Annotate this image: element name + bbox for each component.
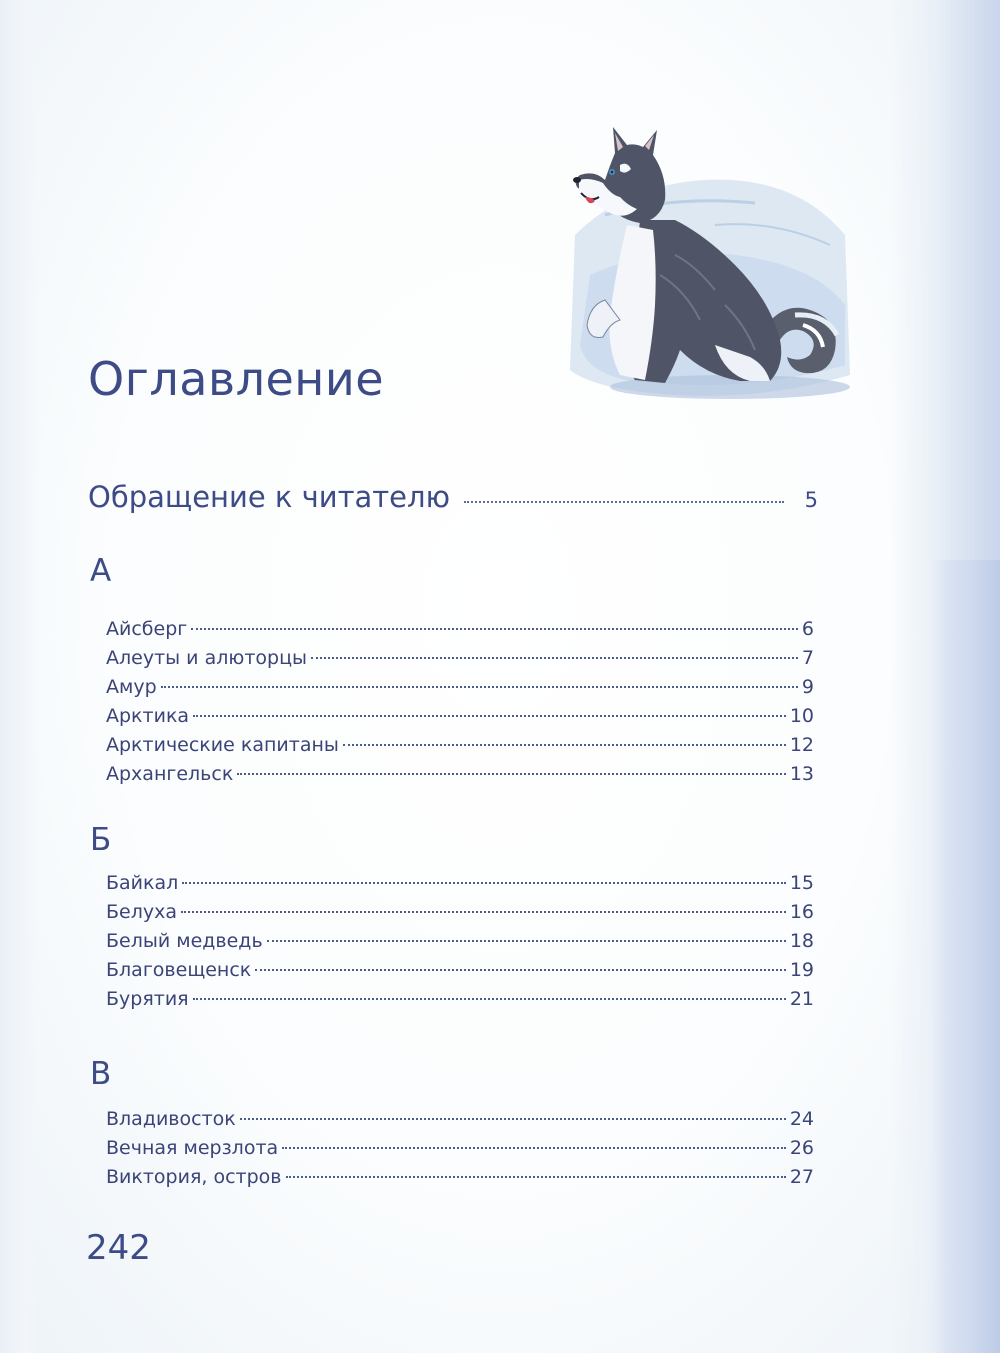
page-number: 242 [86,1228,151,1268]
toc-entry-page: 15 [789,872,814,894]
dot-leader [282,1147,786,1149]
toc-entry[interactable] [106,901,814,930]
toc-entry-page: 6 [801,618,814,640]
toc-entry-intro[interactable] [88,480,818,514]
toc-entry[interactable] [106,988,814,1017]
dot-leader [181,911,786,913]
toc-entry[interactable] [106,872,814,901]
toc-entry-page: 21 [789,988,814,1010]
frost-edge-left [0,0,40,1353]
dot-leader [237,773,786,775]
toc-entry-page: 12 [789,734,814,756]
toc-entry[interactable] [106,1166,814,1195]
section-a-entries [106,618,814,792]
dot-leader [161,686,798,688]
toc-entry-label: Белуха [106,901,177,923]
dot-leader [255,969,786,971]
section-v-entries [106,1108,814,1195]
section-b-entries [106,872,814,1017]
toc-entry-page: 13 [789,763,814,785]
toc-entry-label: Арктические капитаны [106,734,339,756]
toc-entry[interactable] [106,734,814,763]
section-letter-a: А [90,553,112,589]
toc-entry-label: Бурятия [106,988,189,1010]
toc-entry-label: Белый медведь [106,930,263,952]
section-letter-b: Б [90,822,112,858]
toc-entry[interactable] [106,618,814,647]
toc-entry[interactable] [106,1137,814,1166]
toc-entry-page: 16 [789,901,814,923]
toc-entry-page: 27 [789,1166,814,1188]
dot-leader [182,882,786,884]
dot-leader [286,1176,786,1178]
toc-entry-label: Благовещенск [106,959,252,981]
dot-leader [464,500,784,503]
toc-entry[interactable] [106,647,814,676]
toc-entry[interactable] [106,763,814,792]
dot-leader [191,628,798,630]
toc-entry-label: Арктика [106,705,190,727]
frost-edge-right-lower [930,560,1000,1353]
toc-entry-label: Архангельск [106,763,234,785]
toc-entry-label: Виктория, остров [106,1166,282,1188]
dot-leader [267,940,786,942]
toc-entry-page: 7 [801,647,814,669]
toc-entry-label: Владивосток [106,1108,236,1130]
toc-entry[interactable] [106,1108,814,1137]
toc-entry-page: 18 [789,930,814,952]
dot-leader [240,1118,786,1120]
toc-entry-label: Обращение к читателю [88,480,450,514]
toc-entry-page: 5 [804,488,818,512]
toc-entry-page: 9 [801,676,814,698]
toc-entry[interactable] [106,676,814,705]
page-title: Оглавление [88,352,385,406]
dot-leader [193,998,786,1000]
toc-entry-page: 10 [789,705,814,727]
toc-entry-page: 26 [789,1137,814,1159]
dot-leader [193,715,786,717]
husky-dog-illustration [565,125,855,410]
toc-entry-label: Байкал [106,872,179,894]
toc-entry[interactable] [106,930,814,959]
dot-leader [311,657,798,659]
toc-entry-page: 24 [789,1108,814,1130]
toc-entry-label: Амур [106,676,157,698]
toc-entry-label: Вечная мерзлота [106,1137,279,1159]
section-letter-v: В [90,1056,112,1092]
dot-leader [343,744,786,746]
toc-entry[interactable] [106,705,814,734]
toc-entry-page: 19 [789,959,814,981]
toc-entry-label: Айсберг [106,618,188,640]
toc-entry[interactable] [106,959,814,988]
toc-entry-label: Алеуты и алюторцы [106,647,308,669]
